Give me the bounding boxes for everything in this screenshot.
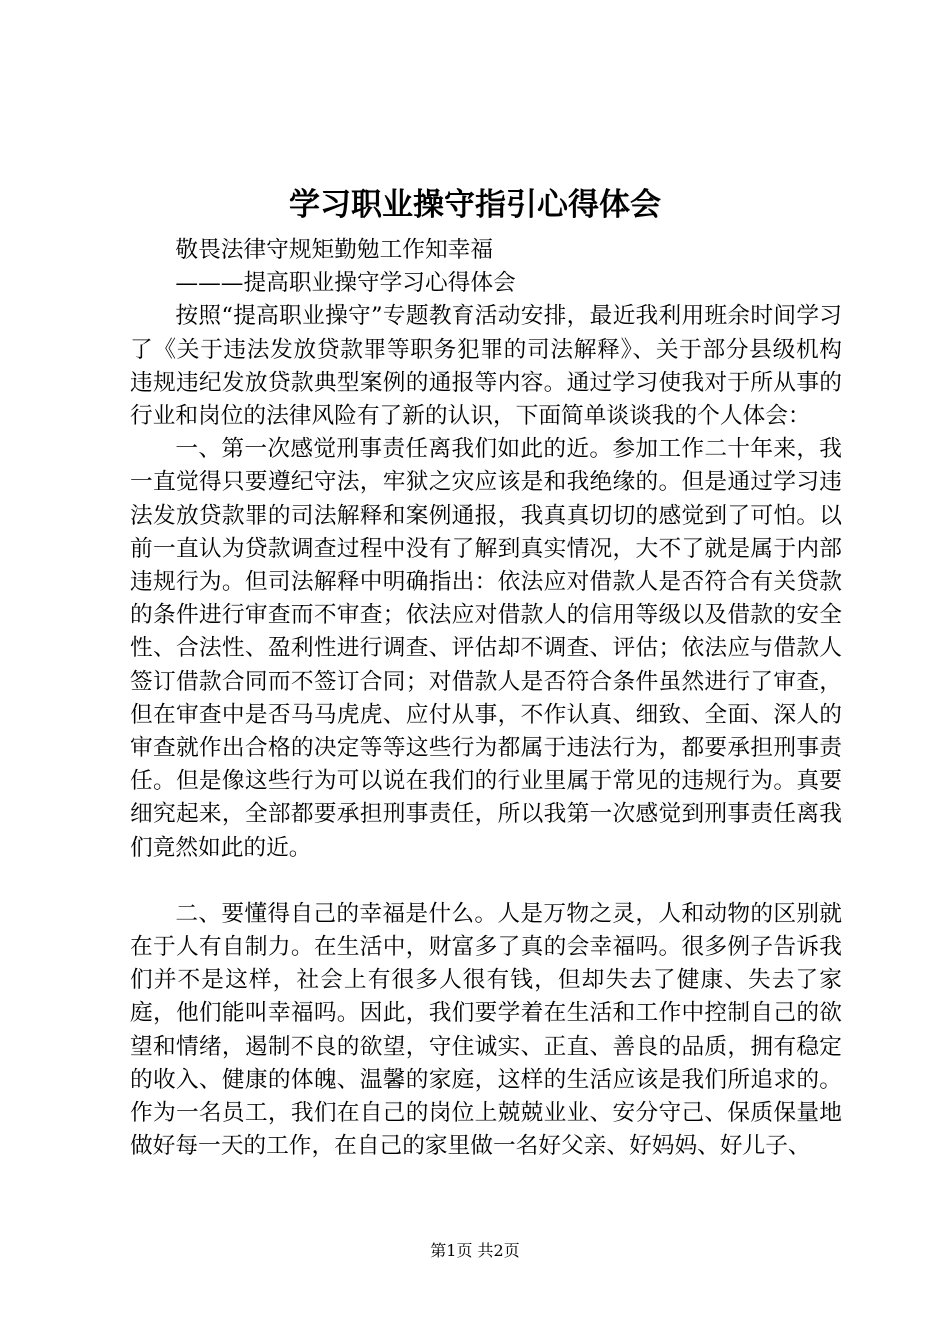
paragraph-section-2: 二、要懂得自己的幸福是什么。人是万物之灵，人和动物的区别就在于人有自制力。在生活中，财富多了真的会幸福吗。很多例子告诉我们并不是这样，社会上有很多人很有钱，但却失去了健康、失去了家庭，他们能叫幸福吗。因此，我们要学着在生活和工作中控制自己的欲望和情绪，遏制不良的欲望，守住诚实、正直、善良的品质，拥有稳定的收入、健康的体魄、温馨的家庭，这样的生活应该是我们所追求的。作为一名员工，我们在自己的岗位上兢兢业业、安分守己、保质保量地做好每一天的工作，在自己的家里做一名好父亲、好妈妈、好儿子、	[130, 900, 842, 1160]
document-body	[130, 234, 842, 1163]
paragraph-section-1: 一、第一次感觉刑事责任离我们如此的近。参加工作二十年来，我一直觉得只要遵纪守法，牢狱之灾应该是和我绝缘的。但是通过学习违法发放贷款罪的司法解释和案例通报，我真真切切的感觉到了可怕。以前一直认为贷款调查过程中没有了解到真实情况，大不了就是属于内部违规行为。但司法解释中明确指出：依法应对借款人是否符合有关贷款的条件进行审查而不审查；依法应对借款人的信用等级以及借款的安全性、合法性、盈利性进行调查、评估却不调查、评估；依法应与借款人签订借款合同而不签订合同；对借款人是否符合条件虽然进行了审查，但在审查中是否马马虎虎、应付从事，不作认真、细致、全面、深人的审查就作出合格的决定等等这些行为都属于违法行为，都要承担刑事责任。但是像这些行为可以说在我们的行业里属于常见的违规行为。真要细究起来，全部都要承担刑事责任，所以我第一次感觉到刑事责任离我们竟然如此的近。	[130, 436, 842, 861]
subtitle-line: 敬畏法律守规矩勤勉工作知幸福	[175, 237, 494, 263]
paragraph-intro: 按照“提高职业操守”专题教育活动安排，最近我利用班余时间学习了《关于违法发放贷款罪等职务犯罪的司法解释》、关于部分县级机构违规违纪发放贷款典型案例的通报等内容。通过学习使我对于所从事的行业和岗位的法律风险有了新的认识，下面简单谈谈我的个人体会：	[130, 303, 842, 430]
document-title: 学习职业操守指引心得体会	[289, 187, 661, 223]
subheading-line: ———提高职业操守学习心得体会	[175, 270, 516, 297]
page-number-footer: 第1页 共2页	[430, 1241, 520, 1260]
